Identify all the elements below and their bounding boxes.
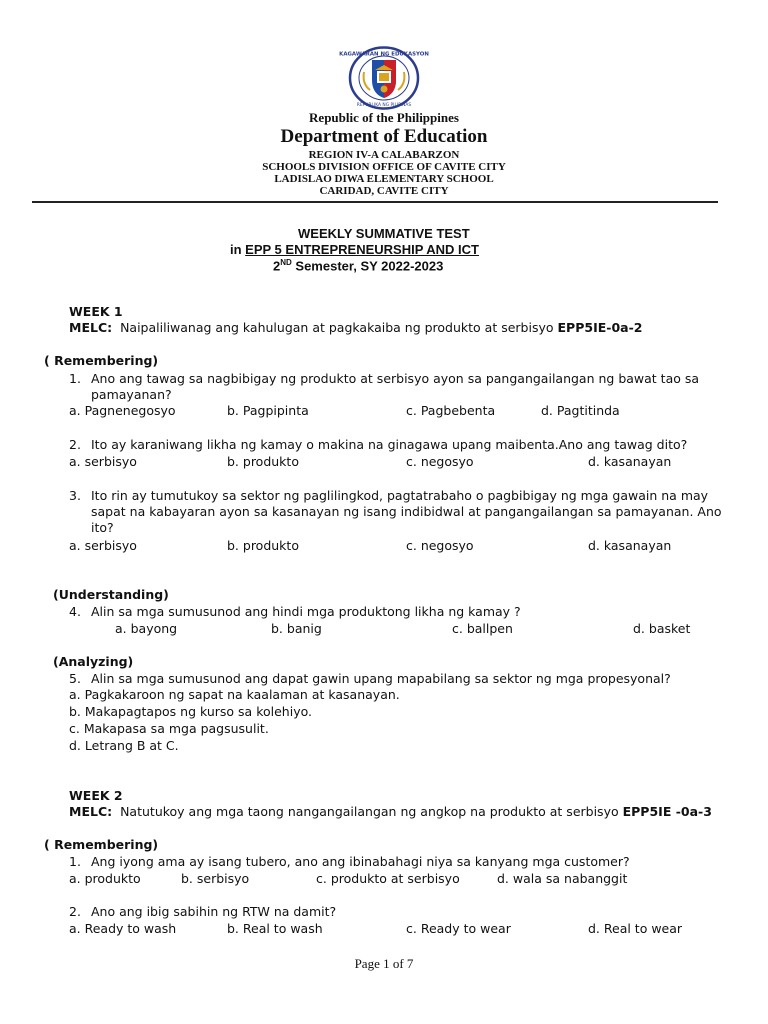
q5-choice-a: a. Pagkakaroon ng sapat na kaalaman at kasanayan.	[69, 687, 400, 702]
q4-choice-d: d. basket	[633, 621, 691, 636]
semester-line: 2ND Semester, SY 2022-2023	[273, 258, 444, 274]
w2-q2-text: Ano ang ibig sabihin ng RTW na damit?	[91, 904, 337, 919]
q2-text: Ito ay karaniwang likha ng kamay o makina na ginagawa upang maibenta.Ano ang tawag dito?	[91, 437, 688, 452]
q3-number: 3.	[69, 488, 81, 503]
q1-choice-a: a. Pagnenegosyo	[69, 403, 176, 418]
week1-remembering-heading: ( Remembering)	[44, 353, 159, 368]
q4-choice-c: c. ballpen	[452, 621, 513, 636]
w2-q1-choice-b: b. serbisyo	[181, 871, 250, 886]
q1-number: 1.	[69, 371, 81, 386]
page-number: Page 1 of 7	[354, 956, 414, 971]
deped-seal	[339, 46, 429, 110]
q5-text: Alin sa mga sumusunod ang dapat gawin upang mapabilang sa sektor ng mga propesyonal?	[91, 671, 671, 686]
q1-text-line1: Ano ang tawag sa nagbibigay ng produkto at serbisyo ayon sa pangangailangan ng bawat tao sa	[91, 371, 700, 386]
week2-label: WEEK 2	[69, 788, 123, 803]
division-line: SCHOOLS DIVISION OFFICE OF CAVITE CITY	[262, 161, 506, 173]
q3-choice-b: b. produkto	[227, 538, 299, 553]
subject-name: EPP 5 ENTREPRENEURSHIP AND ICT	[245, 242, 479, 257]
w2-q2-choice-b: b. Real to wash	[227, 921, 323, 936]
q2-choice-b: b. produkto	[227, 454, 299, 469]
republic-line: Republic of the Philippines	[309, 110, 459, 125]
w2-q2-choice-d: d. Real to wear	[588, 921, 683, 936]
w2-q1-number: 1.	[69, 854, 81, 869]
school-line: LADISLAO DIWA ELEMENTARY SCHOOL	[274, 173, 494, 185]
q4-text: Alin sa mga sumusunod ang hindi mga produktong likha ng kamay ?	[91, 604, 521, 619]
department-name: Department of Education	[280, 126, 488, 147]
w2-q1-choice-c: c. produkto at serbisyo	[316, 871, 460, 886]
subject-line: in EPP 5 ENTREPRENEURSHIP AND ICT	[230, 242, 479, 257]
seal-bottom-text: REPUBLIKA NG PILIPINAS	[356, 103, 412, 108]
q3-text-line2: sapat na kabayaran ayon sa kasanayan ng isang indibidwal at pangangailangan sa pamayanan. Ano	[91, 504, 722, 519]
week2-melc: MELC: Natutukoy ang mga taong nangangailangan ng angkop na produkto at serbisyo EPP5IE -0a-3	[69, 804, 712, 819]
q3-choice-d: d. kasanayan	[588, 538, 672, 553]
w2-q1-choice-d: d. wala sa nabanggit	[497, 871, 628, 886]
q5-choice-c: c. Makapasa sa mga pagsusulit.	[69, 721, 269, 736]
week2-remembering-heading: ( Remembering)	[44, 837, 159, 852]
q3-choice-a: a. serbisyo	[69, 538, 137, 553]
q1-text-line2: pamayanan?	[91, 387, 172, 402]
seal-top-text: KAGAWARAN NG EDUKASYON	[339, 51, 429, 58]
q4-number: 4.	[69, 604, 81, 619]
q2-choice-a: a. serbisyo	[69, 454, 137, 469]
q2-choice-c: c. negosyo	[406, 454, 474, 469]
q4-choice-a: a. bayong	[115, 621, 178, 636]
region-line: REGION IV-A CALABARZON	[308, 149, 460, 161]
w2-q1-choice-a: a. produkto	[69, 871, 141, 886]
q1-choice-c: c. Pagbebenta	[406, 403, 496, 418]
w2-q2-choice-c: c. Ready to wear	[406, 921, 511, 936]
q5-choice-d: d. Letrang B at C.	[69, 738, 179, 753]
q2-number: 2.	[69, 437, 81, 452]
header-divider	[32, 201, 718, 203]
w2-q1-text: Ang iyong ama ay isang tubero, ano ang ibinabahagi niya sa kanyang mga customer?	[91, 854, 630, 869]
q5-choice-b: b. Makapagtapos ng kurso sa kolehiyo.	[69, 704, 312, 719]
q3-text-line3: ito?	[91, 520, 114, 535]
q4-choice-b: b. banig	[271, 621, 322, 636]
q3-text-line1: Ito rin ay tumutukoy sa sektor ng paglilingkod, pagtatrabaho o pagbibigay ng mga gawain na may	[91, 488, 709, 503]
understanding-heading: (Understanding)	[53, 587, 169, 602]
q1-choice-d: d. Pagtitinda	[541, 403, 620, 418]
analyzing-heading: (Analyzing)	[53, 654, 134, 669]
q1-choice-b: b. Pagpipinta	[227, 403, 309, 418]
q2-choice-d: d. kasanayan	[588, 454, 672, 469]
week1-label: WEEK 1	[69, 304, 123, 319]
w2-q2-number: 2.	[69, 904, 81, 919]
week1-melc: MELC: Naipaliliwanag ang kahulugan at pagkakaiba ng produkto at serbisyo EPP5IE-0a-2	[69, 320, 643, 335]
test-title: WEEKLY SUMMATIVE TEST	[298, 226, 470, 241]
q5-number: 5.	[69, 671, 81, 686]
address-line: CARIDAD, CAVITE CITY	[319, 185, 449, 197]
w2-q2-choice-a: a. Ready to wash	[69, 921, 177, 936]
q3-choice-c: c. negosyo	[406, 538, 474, 553]
